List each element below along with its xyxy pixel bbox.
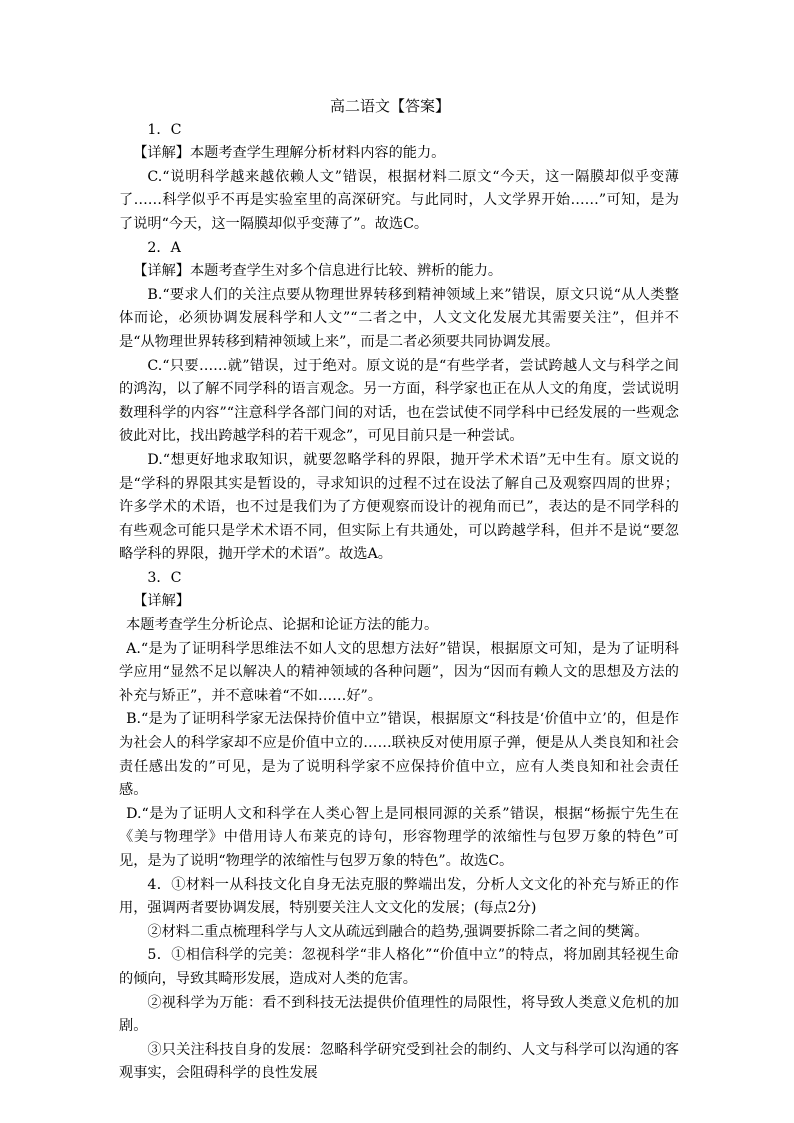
paragraph: 【详解】本题考查学生理解分析材料内容的能力。: [133, 145, 446, 162]
paragraph: 2．A: [147, 239, 181, 256]
document-body: [119, 119, 679, 1086]
paragraph: D.“是为了证明人文和科学在人类心智上是同根同源的关系”错误，根据“杨振宁先生在《美与物理学》中借用诗人布莱克的诗句，形容物理学的浓缩性与包罗万象的特色”可见，是为了说明“物理学的浓缩性与包罗万象的特色”。故选C。: [119, 805, 679, 869]
paragraph: 3．C: [147, 569, 182, 586]
paragraph: 5．①相信科学的完美：忽视科学“非人格化”“价值中立”的特点，将加剧其轻视生命的倾向，导致其畸形发展，造成对人类的危害。: [119, 947, 679, 987]
paragraph: A.“是为了证明科学思维法不如人文的思想方法好”错误，根据原文可知，是为了证明科学应用“显然不足以解决人的精神领域的各种问题”，因为“因而有赖人文的思想及方法的补充与矫正”，并不意味着“不如……好”。: [119, 640, 679, 704]
paragraph: C.“只要……就”错误，过于绝对。原文说的是“有些学者，尝试跨越人文与科学之间的鸿沟，以了解不同学科的语言观念。另一方面，科学家也正在从人文的角度，尝试说明数理科学的内容”“注意科学各部门间的对话，也在尝试使不同学科中已经发展的一些观念彼此对比，找出跨越学科的若干观念”，可见目前只是一种尝试。: [119, 357, 679, 445]
paragraph: ③只关注科技自身的发展：忽略科学研究受到社会的制约、人文与科学可以沟通的客观事实，会阻碍科学的良性发展: [119, 1041, 679, 1082]
paragraph: 1．C: [147, 121, 182, 138]
document-title: 高二语文【答案】: [329, 97, 450, 115]
answer-document: [119, 95, 679, 1086]
paragraph: B.“是为了证明科学家无法保持价值中立”错误，根据原文“科技是‘价值中立’的，但是作为社会人的科学家却不应是价值中立的……联袂反对使用原子弹，便是从人类良知和社会责任感出发的”可见，是为了说明科学家不应保持价值中立，应有人类良知和社会责任感。: [119, 711, 679, 799]
paragraph: B.“要求人们的关注点要从物理世界转移到精神领域上来”错误，原文只说“从人类整体而论，必须协调发展科学和人文”“二者之中，人文文化发展尤其需要关注”，但并不是“从物理世界转移到精神领域上来”，而是二者必须要共同协调发展。: [119, 286, 679, 350]
paragraph: ②材料二重点梳理科学与人文从疏远到融合的趋势,强调要拆除二者之间的樊篱。: [147, 923, 649, 940]
paragraph: 本题考查学生分析论点、论据和论证方法的能力。: [126, 617, 439, 634]
paragraph: C.“说明科学越来越依赖人文”错误，根据材料二原文“今天，这一隔膜却似乎变薄了……科学似乎不再是实验室里的高深研究。与此同时，人文学界开始……”可知，是为了说明“今天，这一隔膜却似乎变薄了”。故选C。: [119, 168, 679, 232]
paragraph: 【详解】本题考查学生对多个信息进行比较、辨析的能力。: [133, 263, 503, 280]
paragraph: D.“想更好地求取知识，就要忽略学科的界限，抛开学术术语”无中生有。原文说的是“学科的界限其实是暂设的，寻求知识的过程不过在设法了解自己及观察四周的世界；许多学术的术语，也不过是我们为了方便观察而设计的视角而已”，表达的是不同学科的有些观念可能只是学术术语不同，但实际上有共通处，可以跨越学科，但并不是说“要忽略学科的界限，抛开学术的术语”。故选A。: [119, 451, 679, 563]
paragraph: ②视科学为万能：看不到科技无法提供价值理性的局限性，将导致人类意义危机的加剧。: [119, 994, 679, 1035]
paragraph: 4．①材料一从科技文化自身无法克服的弊端出发，分析人文文化的补充与矫正的作用，强调两者要协调发展，特别要关注人文文化的发展；(每点2分): [119, 876, 679, 917]
paragraph: 【详解】: [133, 593, 190, 610]
